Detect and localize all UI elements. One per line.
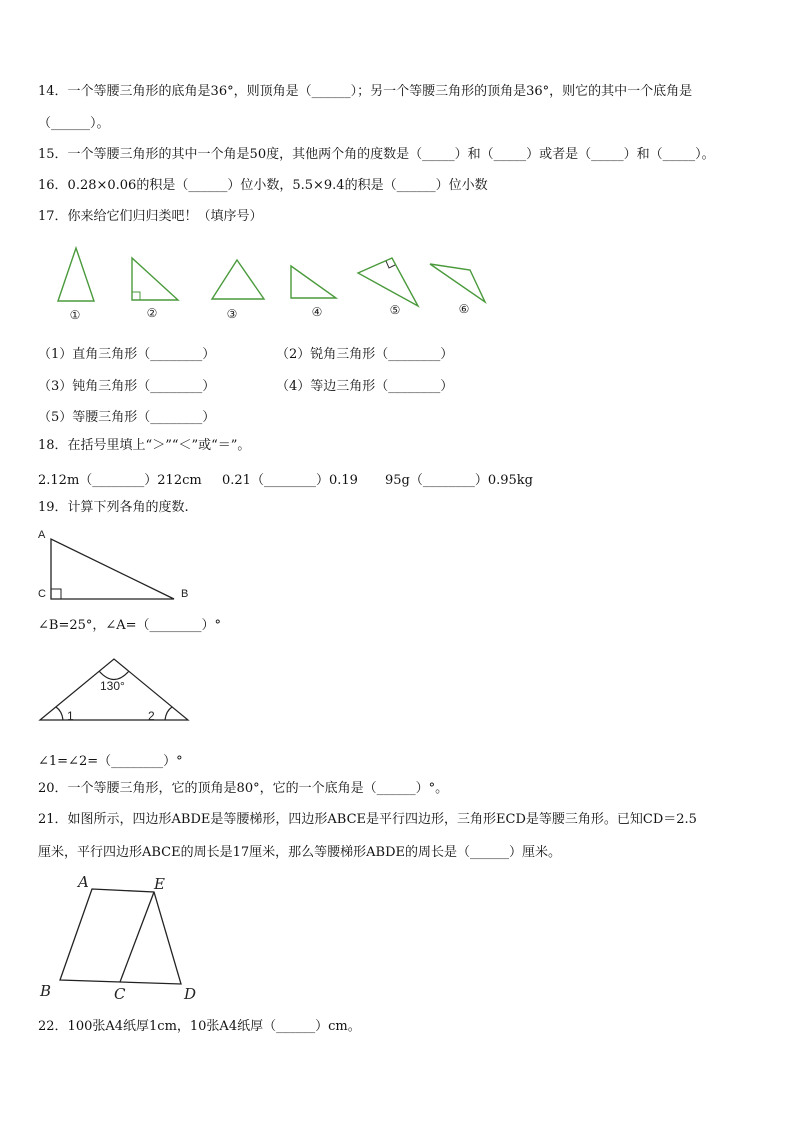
angle-1-label: 1 [67,709,74,723]
q15-text: 15．一个等腰三角形的其中一个角是50度，其他两个角的度数是（_____）和（_____）或者是（_____）和（_____）。 [38,147,715,162]
q17-item-isosceles: （5）等腰三角形（________） [38,410,216,425]
vertex-d-label: D [184,985,197,1003]
q19-answer-1: ∠B=25°，∠A=（________）° [38,618,222,633]
triangle-label-1: ① [69,308,81,322]
vertex-c-label: C [38,588,46,600]
triangle-label-6: ⑥ [458,302,470,316]
vertex-c-label: C [114,985,126,1003]
q22-text: 22．100张A4纸厚1cm，10张A4纸厚（______）cm。 [38,1019,361,1034]
q18-item-3: 95g（________）0.95kg [385,473,534,488]
q19-answer-2: ∠1=∠2=（________）° [38,754,183,769]
q18-item-2: 0.21（________）0.19 [222,473,358,488]
q18-item-1: 2.12m（________）212cm [38,473,202,488]
q19-right-triangle-figure [30,524,200,604]
q17-title: 17．你来给它们归归类吧！（填序号） [38,209,263,224]
vertex-b-label: B [181,588,189,600]
triangle-1 [58,248,94,301]
q14-line1: 14．一个等腰三角形的底角是36°，则顶角是（______）；另一个等腰三角形的顶角是36°，则它的其中一个底角是 [38,84,693,99]
triangle-label-2: ② [146,306,158,320]
vertex-b-label: B [40,982,52,1000]
q19-title: 19．计算下列各角的度数. [38,500,189,515]
q21-line2: 厘米，平行四边形ABCE的周长是17厘米，那么等腰梯形ABDE的周长是（______）厘米。 [38,845,562,860]
triangle-6 [430,264,485,302]
angle-2-label: 2 [148,709,155,723]
q16-text: 16．0.28×0.06的积是（______）位小数，5.5×9.4的积是（______）位小数 [38,178,488,193]
vertex-a-label: A [78,873,89,891]
q17-item-obtuse: （3）钝角三角形（________） [38,379,216,394]
q14-line2: （______）。 [38,116,110,131]
triangle-label-4: ④ [311,305,323,319]
q19-obtuse-triangle-figure [34,654,196,724]
q17-item-acute: （2）锐角三角形（________） [276,347,454,362]
q20-text: 20．一个等腰三角形，它的顶角是80°，它的一个底角是（______）°。 [38,781,449,796]
triangle-label-5: ⑤ [389,303,401,317]
vertex-a-label: A [38,529,46,541]
triangle-3 [212,260,264,299]
q21-line1: 21．如图所示，四边形ABDE是等腰梯形，四边形ABCE是平行四边形，三角形ECD是等腰三角形。已知CD＝2.5 [38,812,697,827]
q17-item-right: （1）直角三角形（________） [38,347,216,362]
triangle-label-3: ③ [226,307,238,321]
q21-trapezoid-figure [34,872,204,1004]
angle-130-label: 130° [100,679,125,693]
triangle-4 [291,266,336,298]
triangle-2-right-angle-mark [132,292,140,300]
triangle-2 [132,258,178,300]
vertex-e-label: E [154,875,165,893]
q17-triangles-figure [40,240,510,326]
q18-title: 18．在括号里填上“＞”“＜”或“＝”。 [38,438,251,453]
q17-item-equilateral: （4）等边三角形（________） [276,379,454,394]
